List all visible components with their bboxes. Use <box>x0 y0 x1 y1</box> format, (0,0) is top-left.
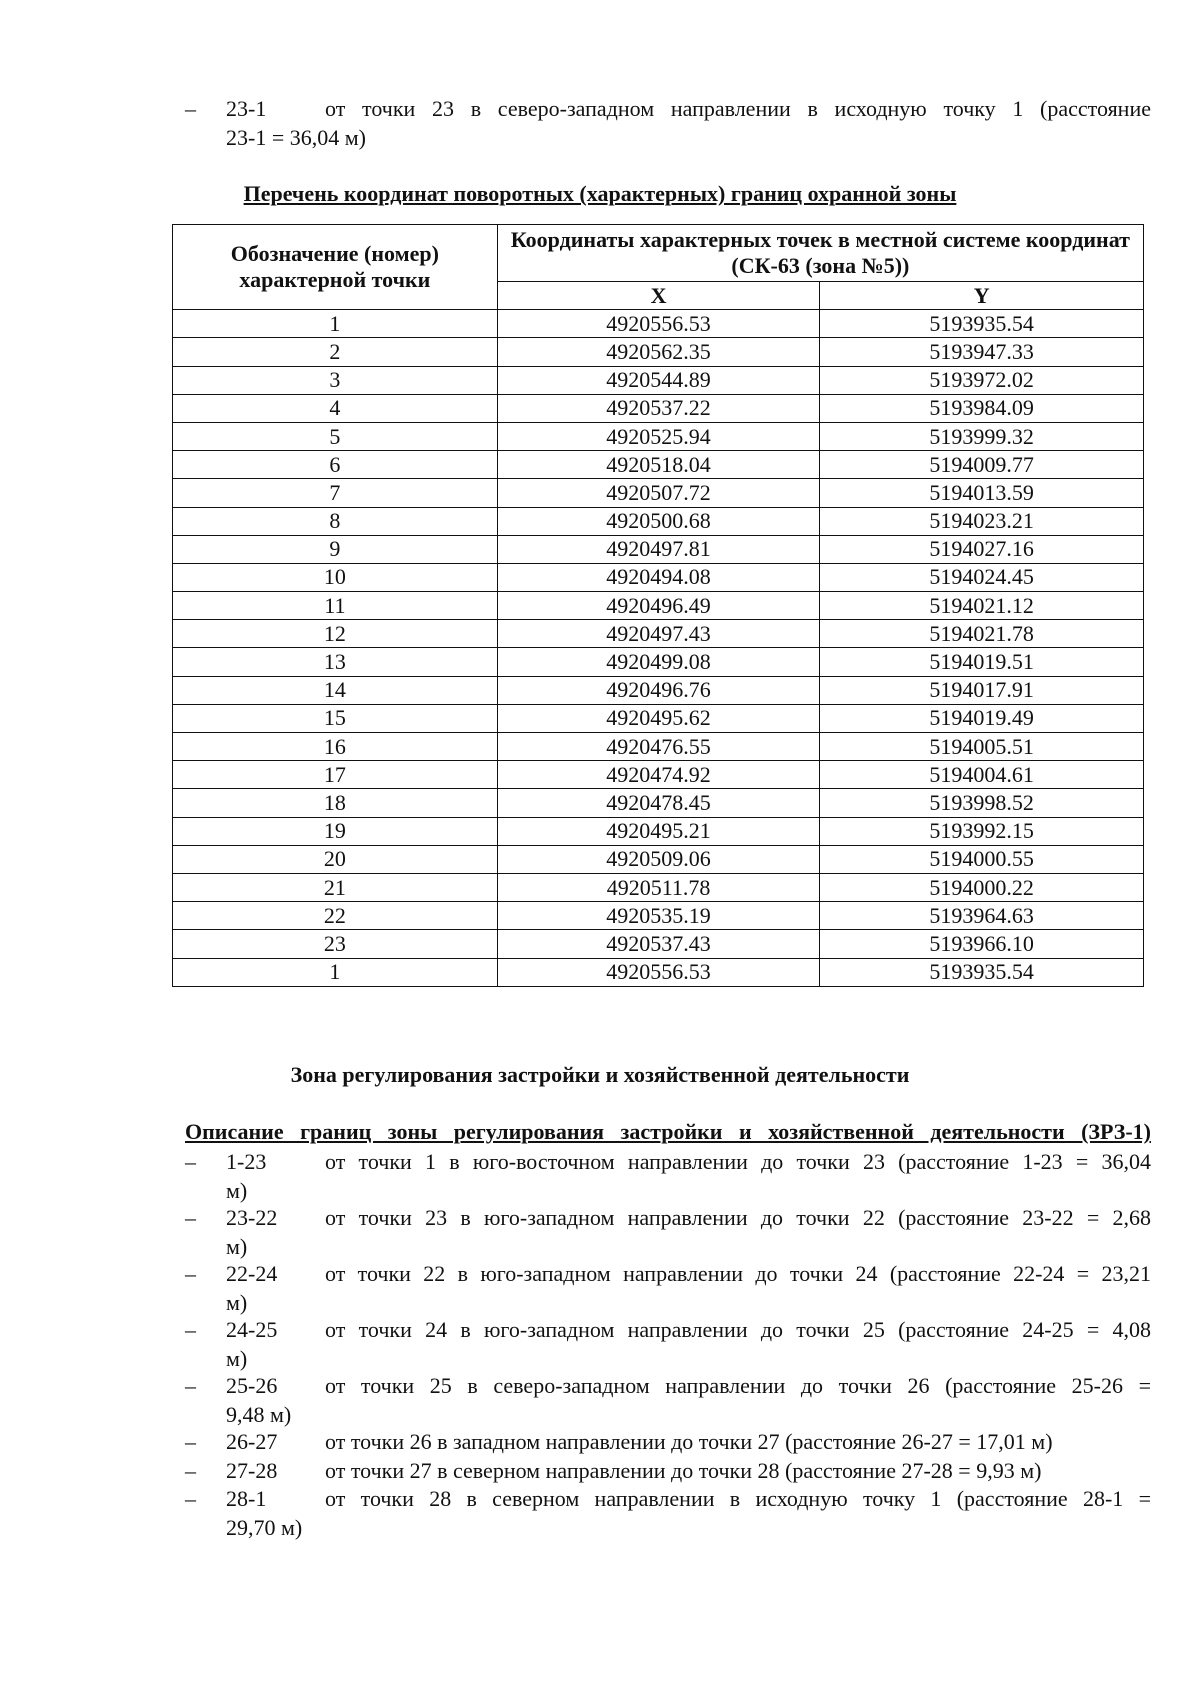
cell-x: 4920544.89 <box>497 366 820 394</box>
table-row <box>173 873 1144 901</box>
header-x: X <box>497 282 820 310</box>
cell-y: 5194017.91 <box>820 676 1144 704</box>
segment-code: 25-26 <box>226 1373 278 1398</box>
cell-x: 4920494.08 <box>497 563 820 591</box>
cell-y: 5194004.61 <box>820 761 1144 789</box>
cell-x: 4920525.94 <box>497 422 820 450</box>
table-row <box>173 733 1144 761</box>
segment-description: от точки 25 в северо-западном направлении до точки 26 (расстояние 25-26 = <box>325 1373 1151 1398</box>
cell-point-number: 3 <box>173 366 498 394</box>
cell-point-number: 20 <box>173 845 498 873</box>
table-row <box>173 817 1144 845</box>
cell-point-number: 10 <box>173 563 498 591</box>
cell-point-number: 2 <box>173 338 498 366</box>
cell-x: 4920496.49 <box>497 592 820 620</box>
table-row <box>173 902 1144 930</box>
cell-x: 4920511.78 <box>497 873 820 901</box>
cell-y: 5194013.59 <box>820 479 1144 507</box>
cell-x: 4920537.43 <box>497 930 820 958</box>
cell-y: 5194024.45 <box>820 563 1144 591</box>
list-dash: – <box>185 1373 196 1398</box>
zone-description-title-text: Описание границ зоны регулирования застройки и хозяйственной деятельности (ЗРЗ-1) <box>185 1119 1151 1144</box>
table-row <box>173 338 1144 366</box>
cell-y: 5194019.49 <box>820 704 1144 732</box>
cell-x: 4920497.43 <box>497 620 820 648</box>
cell-point-number: 6 <box>173 451 498 479</box>
cell-y: 5193947.33 <box>820 338 1144 366</box>
table-row <box>173 563 1144 591</box>
cell-y: 5194023.21 <box>820 507 1144 535</box>
cell-y: 5193999.32 <box>820 422 1144 450</box>
segment-code: 23-1 <box>226 96 267 121</box>
segment-description-continued: м) <box>226 1290 248 1315</box>
cell-point-number: 16 <box>173 733 498 761</box>
table-row <box>173 535 1144 563</box>
cell-x: 4920562.35 <box>497 338 820 366</box>
cell-y: 5194005.51 <box>820 733 1144 761</box>
segment-description: от точки 24 в юго-западном направлении до точки 25 (расстояние 24-25 = 4,08 <box>325 1317 1151 1342</box>
cell-y: 5194000.55 <box>820 845 1144 873</box>
cell-y: 5193935.54 <box>820 958 1144 986</box>
table-row <box>173 620 1144 648</box>
segment-description-continued: м) <box>226 1346 248 1371</box>
cell-x: 4920476.55 <box>497 733 820 761</box>
zone-description-title <box>185 1119 1151 1145</box>
coordinates-table-body <box>173 310 1144 987</box>
cell-x: 4920518.04 <box>497 451 820 479</box>
table-row <box>173 451 1144 479</box>
cell-y: 5194021.78 <box>820 620 1144 648</box>
segment-description: от точки 26 в западном направлении до точки 27 (расстояние 26-27 = 17,01 м) <box>325 1429 1053 1454</box>
segment-code: 26-27 <box>226 1429 278 1454</box>
table-row <box>173 507 1144 535</box>
cell-x: 4920509.06 <box>497 845 820 873</box>
table-row <box>173 479 1144 507</box>
table-title <box>0 181 1200 207</box>
cell-x: 4920496.76 <box>497 676 820 704</box>
list-dash: – <box>185 1429 196 1454</box>
cell-point-number: 12 <box>173 620 498 648</box>
segment-description-continued: м) <box>226 1234 248 1259</box>
segment-code: 28-1 <box>226 1486 267 1511</box>
list-dash: – <box>185 1458 196 1483</box>
segment-description: от точки 28 в северном направлении в исходную точку 1 (расстояние 28-1 = <box>325 1486 1151 1511</box>
cell-point-number: 13 <box>173 648 498 676</box>
cell-y: 5193992.15 <box>820 817 1144 845</box>
cell-y: 5194009.77 <box>820 451 1144 479</box>
cell-point-number: 15 <box>173 704 498 732</box>
list-dash: – <box>185 96 196 121</box>
table-row <box>173 394 1144 422</box>
segment-description-continued: м) <box>226 1178 248 1203</box>
cell-y: 5194021.12 <box>820 592 1144 620</box>
cell-x: 4920495.21 <box>497 817 820 845</box>
cell-x: 4920507.72 <box>497 479 820 507</box>
list-dash: – <box>185 1317 196 1342</box>
segment-description-continued: 23-1 = 36,04 м) <box>226 125 366 150</box>
cell-y: 5194000.22 <box>820 873 1144 901</box>
segment-description-continued: 9,48 м) <box>226 1402 292 1427</box>
cell-y: 5194019.51 <box>820 648 1144 676</box>
header-coordinates: Координаты характерных точек в местной системе координат (СК-63 (зона №5)) <box>497 225 1143 282</box>
coordinates-table <box>172 224 1144 987</box>
cell-y: 5193998.52 <box>820 789 1144 817</box>
cell-x: 4920535.19 <box>497 902 820 930</box>
segment-description: от точки 1 в юго-восточном направлении до точки 23 (расстояние 1-23 = 36,04 <box>325 1149 1151 1174</box>
cell-x: 4920497.81 <box>497 535 820 563</box>
cell-y: 5193984.09 <box>820 394 1144 422</box>
cell-y: 5193966.10 <box>820 930 1144 958</box>
cell-point-number: 18 <box>173 789 498 817</box>
table-row <box>173 310 1144 338</box>
segment-code: 27-28 <box>226 1458 278 1483</box>
cell-point-number: 19 <box>173 817 498 845</box>
list-dash: – <box>185 1149 196 1174</box>
cell-x: 4920495.62 <box>497 704 820 732</box>
segment-code: 22-24 <box>226 1261 278 1286</box>
cell-x: 4920499.08 <box>497 648 820 676</box>
cell-x: 4920556.53 <box>497 310 820 338</box>
cell-x: 4920478.45 <box>497 789 820 817</box>
segment-description-continued: 29,70 м) <box>226 1515 303 1540</box>
cell-point-number: 14 <box>173 676 498 704</box>
list-dash: – <box>185 1486 196 1511</box>
zone-title: Зона регулирования застройки и хозяйственной деятельности <box>290 1062 910 1087</box>
list-dash: – <box>185 1205 196 1230</box>
cell-x: 4920500.68 <box>497 507 820 535</box>
cell-point-number: 5 <box>173 422 498 450</box>
cell-point-number: 4 <box>173 394 498 422</box>
cell-y: 5193964.63 <box>820 902 1144 930</box>
cell-point-number: 9 <box>173 535 498 563</box>
table-row <box>173 761 1144 789</box>
header-point-number: Обозначение (номер) характерной точки <box>173 225 498 310</box>
cell-point-number: 11 <box>173 592 498 620</box>
table-row <box>173 845 1144 873</box>
table-row <box>173 958 1144 986</box>
cell-y: 5194027.16 <box>820 535 1144 563</box>
table-row <box>173 930 1144 958</box>
segment-description: от точки 22 в юго-западном направлении до точки 24 (расстояние 22-24 = 23,21 <box>325 1261 1151 1286</box>
table-row <box>173 789 1144 817</box>
segment-code: 24-25 <box>226 1317 278 1342</box>
cell-point-number: 22 <box>173 902 498 930</box>
table-row <box>173 676 1144 704</box>
table-row <box>173 592 1144 620</box>
table-title-text: Перечень координат поворотных (характерных) границ охранной зоны <box>243 181 957 206</box>
cell-x: 4920556.53 <box>497 958 820 986</box>
cell-y: 5193972.02 <box>820 366 1144 394</box>
header-y: Y <box>820 282 1144 310</box>
cell-point-number: 8 <box>173 507 498 535</box>
list-dash: – <box>185 1261 196 1286</box>
cell-point-number: 1 <box>173 958 498 986</box>
cell-y: 5193935.54 <box>820 310 1144 338</box>
cell-point-number: 7 <box>173 479 498 507</box>
table-row <box>173 366 1144 394</box>
cell-x: 4920474.92 <box>497 761 820 789</box>
table-row <box>173 648 1144 676</box>
cell-point-number: 21 <box>173 873 498 901</box>
cell-point-number: 17 <box>173 761 498 789</box>
cell-point-number: 1 <box>173 310 498 338</box>
cell-x: 4920537.22 <box>497 394 820 422</box>
segment-description: от точки 23 в юго-западном направлении до точки 22 (расстояние 23-22 = 2,68 <box>325 1205 1151 1230</box>
segment-description: от точки 27 в северном направлении до точки 28 (расстояние 27-28 = 9,93 м) <box>325 1458 1042 1483</box>
cell-point-number: 23 <box>173 930 498 958</box>
segment-code: 1-23 <box>226 1149 267 1174</box>
table-row <box>173 422 1144 450</box>
segment-code: 23-22 <box>226 1205 278 1230</box>
segment-description: от точки 23 в северо-западном направлении в исходную точку 1 (расстояние <box>325 96 1151 121</box>
table-row <box>173 704 1144 732</box>
